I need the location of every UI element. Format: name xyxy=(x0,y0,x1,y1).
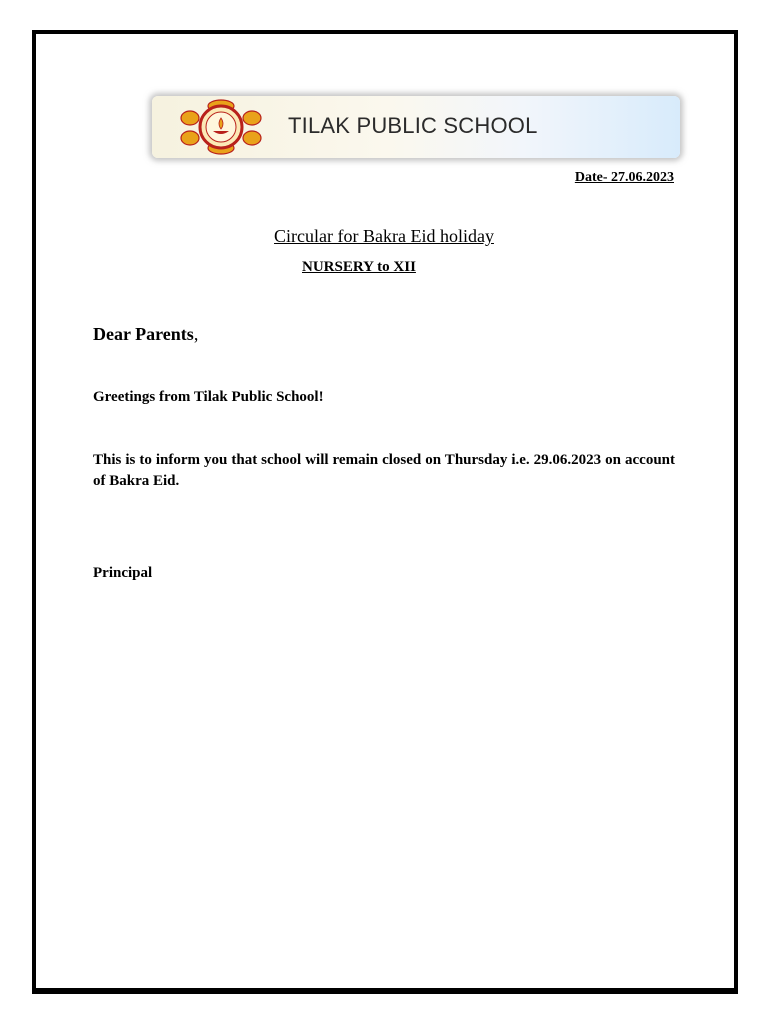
greeting-line: Greetings from Tilak Public School! xyxy=(93,389,324,405)
circular-title: Circular for Bakra Eid holiday xyxy=(274,226,494,246)
salutation-punctuation: , xyxy=(193,324,199,344)
page-border-bottom-line xyxy=(32,988,738,990)
school-emblem-icon xyxy=(178,98,264,156)
signatory: Principal xyxy=(93,565,153,581)
circular-date: Date- 27.06.2023 xyxy=(574,170,674,185)
salutation xyxy=(93,324,198,345)
school-banner xyxy=(152,96,680,158)
notice-body: This is to inform you that school will remain closed on Thursday i.e. 29.06.2023 on account of Bakra Eid. xyxy=(93,452,675,489)
circular-audience: NURSERY to XII xyxy=(302,259,416,275)
salutation-text: Dear Parents xyxy=(93,324,194,344)
school-name: TILAK PUBLIC SCHOOL xyxy=(288,113,538,138)
